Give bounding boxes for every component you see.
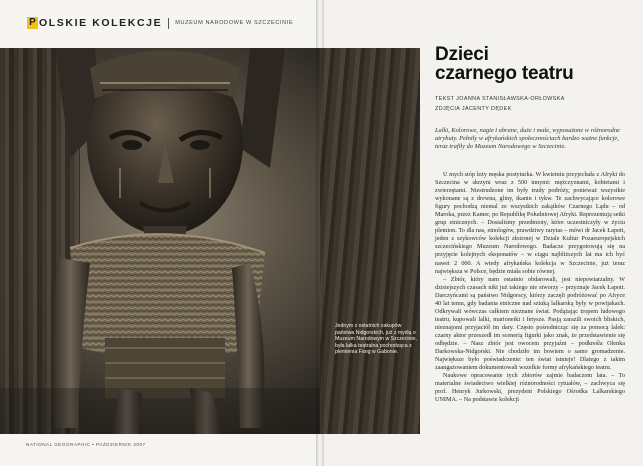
section-title: OLSKIE KOLEKCJE — [39, 17, 163, 29]
author-credit: TEKST JOANNA STANISŁAWSKA-ORŁOWSKA — [435, 96, 565, 102]
body-paragraph: – Zbiór, który nam ostatnio obdarowali, jest niepowtarzalny. W dzisiejszych czasach nikt już takiego nie stworzy – przyznaje Jacek Łapott. Darczyńcami są państwo Nidgorscy, którzy zaczęli podróżować po Afryce 40 lat temu, gdy badania etniczne nad sztuką lalkarską były w powijakach. Odkrywali wówczas całkiem nieznane świat. Podążając tropem ludowego teatru, kupowali lalki, marionetki i fetysze. Pasją zarazili swoich bliskich, nieznajomi przyjaciół im dary. Często pośrednicząc się za pomocą lalek: czarny aktor przeszedł im scenerią figurki jako znak, że przedstawienie się odbędzie. – Nasz zbiór jest owocem przyjaźni – podkreśla Olenka Darkowska-Nidgorski. Nie chodziło im bowiem o samo gromadzenie. Największe było poświadczenie: ten świat istnieje! Dlatego z takim zaangażowaniem dokumentowali wszelkie formy afrykańskiego teatru. — [435, 275, 625, 372]
body-paragraph: U mych stóp leży męska postyturka. W kwietniu przyjechała z Afryki do Szczecina w skrzyni wraz z 500 innymi: mężczyznami, kobietami i zwierzętami. Niestrudzone im były trudy podróży, ponieważ wszystkie wykonane są z drewna, gliny, tkanin i tykw. Te zachwycające kolorowe figury pochodzą niemal ze wszystkich zakątków Czarnego Lądu – od Maroka, przez Kamer, po Republikę Południowej Afryki. Reprezentują setki grup etnicznych. – Dostaliśmy przedmioty, które uczestniczyły w życiu plemion. To dla nas, etnologów, prawdziwy rarytas – mówi dr Jacek Łapott, jeden z szykowców kolekcji złożonej w Dziale Kultur Pozaeuropejskich szczecińskiego Muzeum Narodowego. Badacze przygotowują się na przyjęcie kolejnych eksponatów – w ciągu najbliższych lat ma ich być nawet 2 000. A wtedy afrykańska kolekcja w Szczecinie, już teraz największa w Polsce, będzie miała sobie równej. — [435, 171, 625, 275]
title-line-1: Dzieci — [435, 44, 489, 65]
section-subtitle: MUZEUM NARODOWE W SZCZECINIE — [175, 20, 294, 26]
spread-gutter — [316, 0, 324, 466]
header-divider — [168, 18, 169, 29]
section-mark: P — [27, 17, 38, 29]
photo-credit: ZDJĘCIA JACENTY DĘDEK — [435, 106, 512, 112]
body-paragraph: Naukowe opracowanie tych zbiorów zajmie badaczom lata. – To materialne świadectwo wielkiej różnorodności rytuałów, – zachwyca się prof. Henryk Jurkowski, prezydent Polskiego Ośrodka Lalkarskiego UNIMA. – Na podstawie kolekcji — [435, 372, 625, 404]
puppet-figure-illustration — [0, 48, 420, 434]
photo-caption: Jednym z ostatnich zakupów państwa Nidgorskich, już z myślą o Muzeum Narodowym w Szczecinie, była lalka teatralna pochodząca z plemienia Fang w Gabonie. — [335, 323, 417, 356]
article-photo — [0, 48, 420, 434]
article-body — [435, 171, 625, 404]
title-line-2: czarnego teatru — [435, 63, 574, 84]
article-lead: Lalki, Kolorowe, nagie i ubrane, duże i małe, wyposażone w różnorodne atrybuty. Pełniły w afrykańskich społecznościach bardzo ważne funkcje, teraz trafiły do Muzeum Narodowego w Szczecinie. — [435, 127, 620, 151]
section-header — [27, 16, 293, 30]
page-footer: NATIONAL GEOGRAPHIC • PAŹDZIERNIK 2007 — [26, 442, 146, 447]
article-title — [435, 45, 635, 83]
